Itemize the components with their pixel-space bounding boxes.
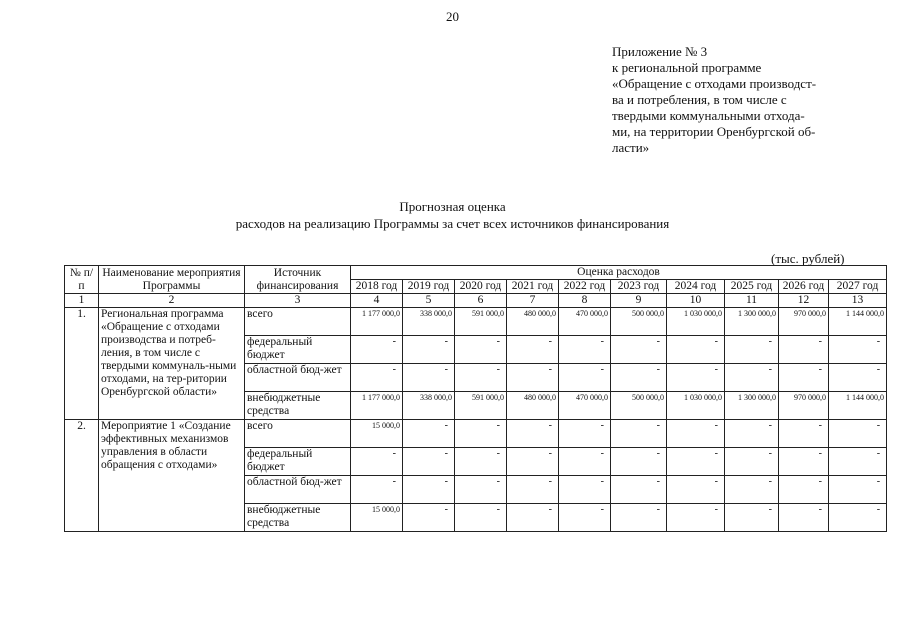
activity-name: Мероприятие 1 «Создание эффективных механизмов управления в области обращения с отходами» xyxy=(99,420,245,532)
amount-cell: - xyxy=(667,504,725,532)
amount-cell: - xyxy=(455,420,507,448)
document-title xyxy=(0,198,905,232)
amount-cell: 1 030 000,0 xyxy=(667,392,725,420)
amount-cell: - xyxy=(403,364,455,392)
appendix-line: ми, на территории Оренбургской об- xyxy=(612,124,816,139)
header-year: 2025 год xyxy=(725,280,779,294)
amount-cell: 970 000,0 xyxy=(779,308,829,336)
amount-cell: - xyxy=(667,476,725,504)
amount-cell: - xyxy=(611,476,667,504)
amount-cell: - xyxy=(507,364,559,392)
amount-cell: - xyxy=(611,504,667,532)
header-year: 2019 год xyxy=(403,280,455,294)
header-year: 2022 год xyxy=(559,280,611,294)
amount-cell: - xyxy=(403,476,455,504)
amount-cell: - xyxy=(725,336,779,364)
amount-cell: 480 000,0 xyxy=(507,392,559,420)
page-number: 20 xyxy=(446,9,459,24)
header-number: № п/п xyxy=(65,266,99,294)
amount-cell: - xyxy=(611,364,667,392)
column-number: 4 xyxy=(351,294,403,308)
amount-cell: 1 144 000,0 xyxy=(829,392,887,420)
amount-cell: - xyxy=(559,504,611,532)
amount-cell: - xyxy=(351,448,403,476)
column-number: 5 xyxy=(403,294,455,308)
amount-cell: - xyxy=(725,420,779,448)
title-line: Прогнозная оценка xyxy=(399,199,506,214)
column-numbers-row xyxy=(65,294,887,308)
amount-cell: - xyxy=(611,448,667,476)
column-number: 13 xyxy=(829,294,887,308)
amount-cell: - xyxy=(559,336,611,364)
amount-cell: - xyxy=(779,336,829,364)
header-year: 2020 год xyxy=(455,280,507,294)
amount-cell: 970 000,0 xyxy=(779,392,829,420)
amount-cell: - xyxy=(779,476,829,504)
amount-cell: - xyxy=(507,504,559,532)
header-estimate: Оценка расходов xyxy=(351,266,887,280)
amount-cell: - xyxy=(725,504,779,532)
amount-cell: - xyxy=(667,448,725,476)
amount-cell: - xyxy=(829,448,887,476)
row-number: 2. xyxy=(65,420,99,532)
amount-cell: 500 000,0 xyxy=(611,392,667,420)
header-source: Источник финансирования xyxy=(245,266,351,294)
amount-cell: 470 000,0 xyxy=(559,392,611,420)
amount-cell: 500 000,0 xyxy=(611,308,667,336)
column-number: 1 xyxy=(65,294,99,308)
amount-cell: - xyxy=(829,476,887,504)
amount-cell: - xyxy=(725,364,779,392)
amount-cell: - xyxy=(403,504,455,532)
amount-cell: - xyxy=(559,476,611,504)
amount-cell: 470 000,0 xyxy=(559,308,611,336)
amount-cell: - xyxy=(559,420,611,448)
amount-cell: - xyxy=(455,364,507,392)
unit-label: (тыс. рублей) xyxy=(771,251,845,266)
amount-cell: - xyxy=(351,476,403,504)
amount-cell: - xyxy=(455,504,507,532)
column-number: 6 xyxy=(455,294,507,308)
appendix-line: Приложение № 3 xyxy=(612,44,708,59)
table-row xyxy=(65,420,887,448)
amount-cell: 591 000,0 xyxy=(455,308,507,336)
amount-cell: 338 000,0 xyxy=(403,392,455,420)
amount-cell: 15 000,0 xyxy=(351,420,403,448)
header-row xyxy=(65,266,887,280)
header-year: 2021 год xyxy=(507,280,559,294)
column-number: 10 xyxy=(667,294,725,308)
expense-table xyxy=(64,265,887,532)
amount-cell: 1 177 000,0 xyxy=(351,392,403,420)
title-line: расходов на реализацию Программы за счет всех источников финансирования xyxy=(235,216,670,231)
amount-cell: - xyxy=(829,364,887,392)
amount-cell: - xyxy=(829,420,887,448)
amount-cell: - xyxy=(779,448,829,476)
amount-cell: - xyxy=(455,476,507,504)
amount-cell: - xyxy=(779,364,829,392)
amount-cell: 1 144 000,0 xyxy=(829,308,887,336)
appendix-line: ласти» xyxy=(612,140,650,155)
funding-source: внебюджетные средства xyxy=(245,392,351,420)
amount-cell: - xyxy=(667,336,725,364)
funding-source: внебюджетные средства xyxy=(245,504,351,532)
appendix-line: твердыми коммунальными отхода- xyxy=(612,108,805,123)
amount-cell: - xyxy=(507,420,559,448)
amount-cell: - xyxy=(507,336,559,364)
table-row xyxy=(65,308,887,336)
header-year: 2026 год xyxy=(779,280,829,294)
amount-cell: - xyxy=(829,504,887,532)
amount-cell: - xyxy=(403,420,455,448)
header-year: 2018 год xyxy=(351,280,403,294)
appendix-header xyxy=(612,44,862,156)
column-number: 2 xyxy=(99,294,245,308)
funding-source: областной бюд-жет xyxy=(245,364,351,392)
amount-cell: - xyxy=(403,448,455,476)
amount-cell: - xyxy=(667,364,725,392)
column-number: 8 xyxy=(559,294,611,308)
header-year: 2024 год xyxy=(667,280,725,294)
amount-cell: - xyxy=(725,476,779,504)
header-year: 2027 год xyxy=(829,280,887,294)
amount-cell: - xyxy=(351,336,403,364)
funding-source: федеральный бюджет xyxy=(245,336,351,364)
amount-cell: - xyxy=(611,420,667,448)
amount-cell: 1 300 000,0 xyxy=(725,308,779,336)
funding-source: федеральный бюджет xyxy=(245,448,351,476)
funding-source: областной бюд-жет xyxy=(245,476,351,504)
amount-cell: 1 177 000,0 xyxy=(351,308,403,336)
amount-cell: 591 000,0 xyxy=(455,392,507,420)
amount-cell: - xyxy=(507,476,559,504)
amount-cell: - xyxy=(507,448,559,476)
header-name: Наименование мероприятия Программы xyxy=(99,266,245,294)
amount-cell: 1 030 000,0 xyxy=(667,308,725,336)
amount-cell: - xyxy=(829,336,887,364)
column-number: 9 xyxy=(611,294,667,308)
activity-name: Региональная программа «Обращение с отходами производства и потреб-ления, в том числе с твердыми коммуналь-ными отходами, на тер-ритории Оренбургской области» xyxy=(99,308,245,420)
funding-source: всего xyxy=(245,420,351,448)
amount-cell: 480 000,0 xyxy=(507,308,559,336)
amount-cell: - xyxy=(455,336,507,364)
appendix-line: ва и потребления, в том числе с xyxy=(612,92,787,107)
amount-cell: - xyxy=(559,448,611,476)
amount-cell: 1 300 000,0 xyxy=(725,392,779,420)
row-number: 1. xyxy=(65,308,99,420)
column-number: 7 xyxy=(507,294,559,308)
amount-cell: - xyxy=(351,364,403,392)
amount-cell: - xyxy=(559,364,611,392)
column-number: 11 xyxy=(725,294,779,308)
amount-cell: - xyxy=(611,336,667,364)
amount-cell: 338 000,0 xyxy=(403,308,455,336)
column-number: 12 xyxy=(779,294,829,308)
funding-source: всего xyxy=(245,308,351,336)
appendix-line: к региональной программе xyxy=(612,60,762,75)
amount-cell: - xyxy=(779,420,829,448)
column-number: 3 xyxy=(245,294,351,308)
amount-cell: - xyxy=(667,420,725,448)
amount-cell: - xyxy=(403,336,455,364)
amount-cell: - xyxy=(725,448,779,476)
appendix-line: «Обращение с отходами производст- xyxy=(612,76,817,91)
amount-cell: - xyxy=(455,448,507,476)
header-year: 2023 год xyxy=(611,280,667,294)
amount-cell: 15 000,0 xyxy=(351,504,403,532)
amount-cell: - xyxy=(779,504,829,532)
